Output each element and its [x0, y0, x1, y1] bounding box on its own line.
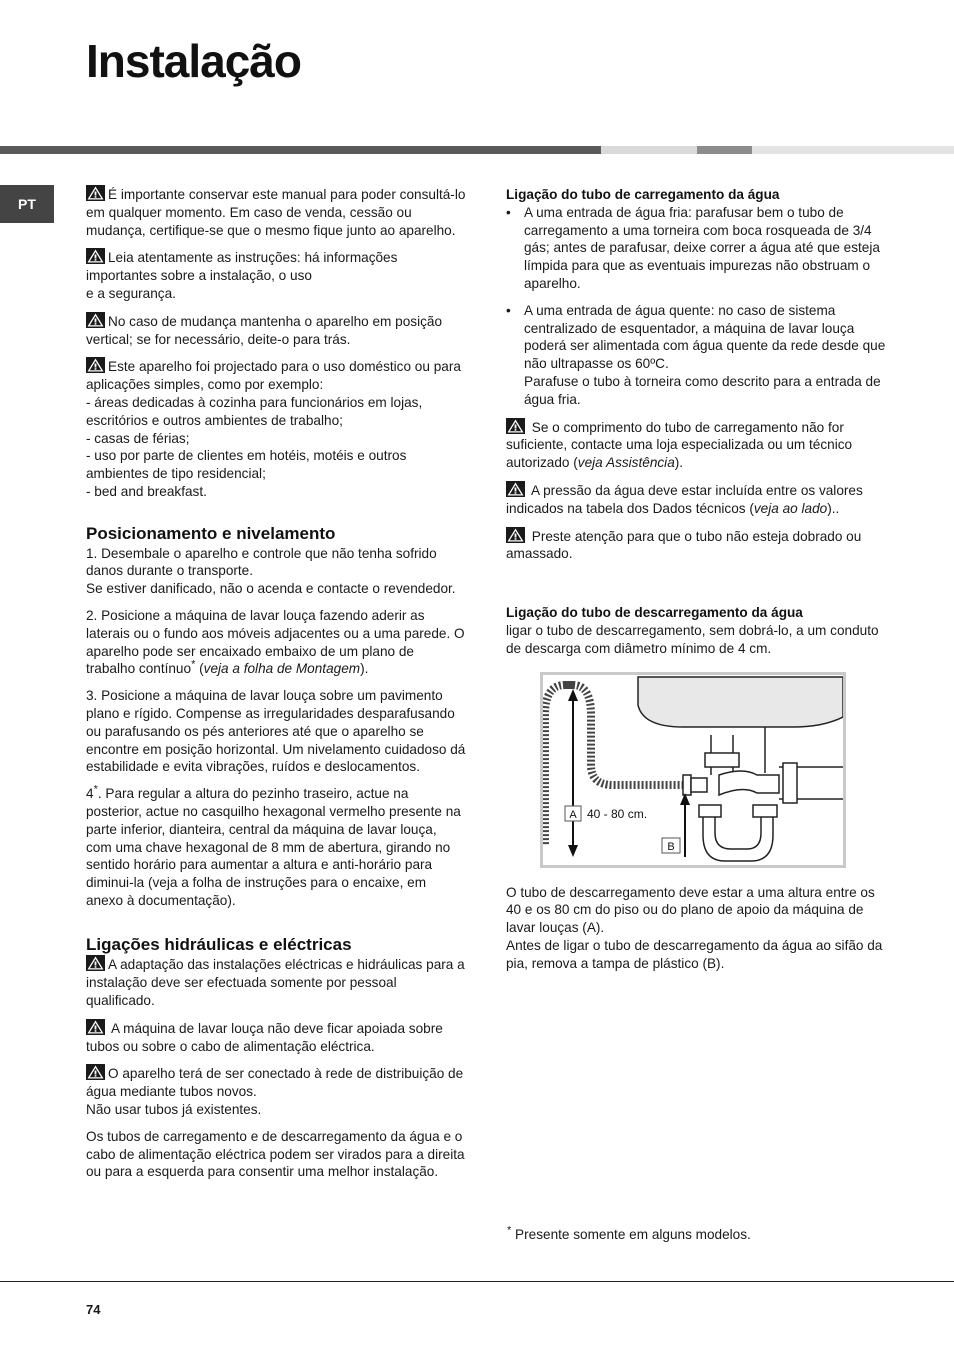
warning-triangle-icon	[506, 481, 525, 497]
intro-paragraph: Leia atentamente as instruções: há informações importantes sobre a instalação, o uso e a segurança.	[86, 250, 398, 301]
header-bar-light	[601, 146, 697, 154]
bullet-dot: •	[506, 204, 511, 220]
header-bar-light-end	[752, 146, 954, 154]
intro-paragraph: Este aparelho foi projectado para o uso doméstico ou para aplicações simples, como por exemplo: - áreas dedicadas à cozinha para funcionários em lojas, escritórios e outros ambientes de trabalho; - casas de férias; - uso por parte de clientes em hotéis, motéis e outros ambientes de tipo residencial; - bed and breakfast.	[86, 359, 461, 499]
positioning-step-1: 1. Desembale o aparelho e controle que não tenha sofrido danos durante o transporte. Se estiver danificado, não o acenda e contacte o revendedor.	[86, 545, 456, 597]
warning-triangle-icon	[86, 312, 105, 328]
section-heading-positioning: Posicionamento e nivelamento	[86, 523, 336, 543]
right-column	[506, 186, 886, 973]
drain-paragraph: ligar o tubo de descarregamento, sem dobrá-lo, a um conduto de descarga com diâmetro mínimo de 4 cm.	[506, 622, 879, 656]
intro-paragraph: No caso de mudança mantenha o aparelho em posição vertical; se for necessário, deite-o para trás.	[86, 313, 443, 347]
left-column	[86, 185, 466, 1190]
section-heading-load-hose: Ligação do tubo de carregamento da água	[506, 187, 780, 202]
load-warning: Se o comprimento do tubo de carregamento não for suficiente, contacte uma loja especializada ou um técnico autorizado (veja Assistência).	[506, 419, 853, 471]
drain-hose-illustration	[543, 675, 843, 865]
page-title: Instalação	[86, 35, 301, 87]
positioning-step-3: 3. Posicione a máquina de lavar louça sobre um pavimento plano e rígido. Compense as irregularidades desparafusando ou parafusando os pés anteriores até que o aparelho se encontre em posição horizontal. Um nivelamento cuidadoso dá estabilidade e evita vibrações, ruídos e deslocamentos.	[86, 688, 466, 775]
header-bar-dark	[0, 146, 601, 154]
page-number: 74	[86, 1302, 101, 1317]
bullet-dot: •	[506, 302, 511, 318]
hydraulic-paragraph: Os tubos de carregamento e de descarregamento da água e o cabo de alimentação eléctrica podem ser virados para a direita ou para a esquerda para consentir uma melhor instalação.	[86, 1128, 465, 1180]
intro-paragraph: É importante conservar este manual para poder consultá-lo em qualquer momento. Em caso de venda, cessão ou mudança, certifique-se que o mesmo fique junto ao aparelho.	[86, 187, 466, 238]
footer-divider	[0, 1281, 954, 1282]
warning-triangle-icon	[86, 185, 105, 201]
positioning-step-4: 4*. Para regular a altura do pezinho traseiro, actue na posterior, actue no casquilho hexagonal vermelho presente na parte inferior, dianteira, central da máquina de lavar louça, com uma chave hexagonal de 8 mm de abertura, girando no sentido horário para aumentar a altura e anti-horário para diminui-la (veja a folha de instruções para o encaixe, em anexo à documentação).	[86, 783, 461, 908]
hydraulic-warning: A adaptação das instalações eléctricas e hidráulicas para a instalação deve ser efectuada somente por pessoal qualificado.	[86, 957, 465, 1009]
diagram-label-b: B	[667, 840, 675, 853]
warning-triangle-icon	[86, 955, 105, 971]
drain-hose-diagram	[540, 672, 846, 868]
warning-triangle-icon	[86, 357, 105, 373]
hydraulic-warning: A máquina de lavar louça não deve ficar apoiada sobre tubos ou sobre o cabo de alimentação eléctrica.	[86, 1020, 443, 1054]
positioning-step-2: 2. Posicione a máquina de lavar louça fazendo aderir as laterais ou o fundo aos móveis adjacentes ou a uma parede. O aparelho pode ser encaixado embaixo de um plano de trabalho contínuo* (veja a folha de Montagem).	[86, 607, 465, 677]
warning-triangle-icon	[506, 418, 525, 434]
load-warning: Preste atenção para que o tubo não esteja dobrado ou amassado.	[506, 528, 862, 562]
load-warning: A pressão da água deve estar incluída entre os valores indicados na tabela dos Dados técnicos (veja ao lado)..	[506, 482, 863, 516]
section-heading-drain-hose: Ligação do tubo de descarregamento da água	[506, 605, 803, 621]
section-heading-hydraulic: Ligações hidráulicas e eléctricas	[86, 934, 352, 954]
header-bar-mid	[697, 146, 752, 154]
hydraulic-warning: O aparelho terá de ser conectado à rede de distribuição de água mediante tubos novos. Não usar tubos já existentes.	[86, 1066, 464, 1118]
diagram-measure: 40 - 80 cm.	[587, 806, 648, 821]
diagram-label-a: A	[569, 808, 577, 821]
list-item: • A uma entrada de água fria: parafusar bem o tubo de carregamento a uma torneira com boca rosqueada de 3/4 gás; antes de parafusar, deixe correr a água até que esteja límpida para que as eventuais impurezas não obstruam o aparelho.	[506, 204, 880, 291]
drain-height-paragraph: O tubo de descarregamento deve estar a uma altura entre os 40 e os 80 cm do piso ou do plano de apoio da máquina de lavar louças (A). Antes de ligar o tubo de descarregamento da água ao sifão da pia, remova a tampa de plástico (B).	[506, 884, 883, 971]
warning-triangle-icon	[506, 527, 525, 543]
list-item: • A uma entrada de água quente: no caso de sistema centralizado de esquentador, a máquina de lavar louça poderá ser alimentada com água quente da rede desde que não ultrapasse os 60ºC. Parafuse o tubo à torneira como descrito para a entrada de água fria.	[506, 302, 886, 407]
warning-triangle-icon	[86, 1019, 105, 1035]
warning-triangle-icon	[86, 248, 105, 264]
language-tab: PT	[0, 185, 54, 223]
warning-triangle-icon	[86, 1064, 105, 1080]
footnote: * Presente somente em alguns modelos.	[507, 1224, 751, 1242]
